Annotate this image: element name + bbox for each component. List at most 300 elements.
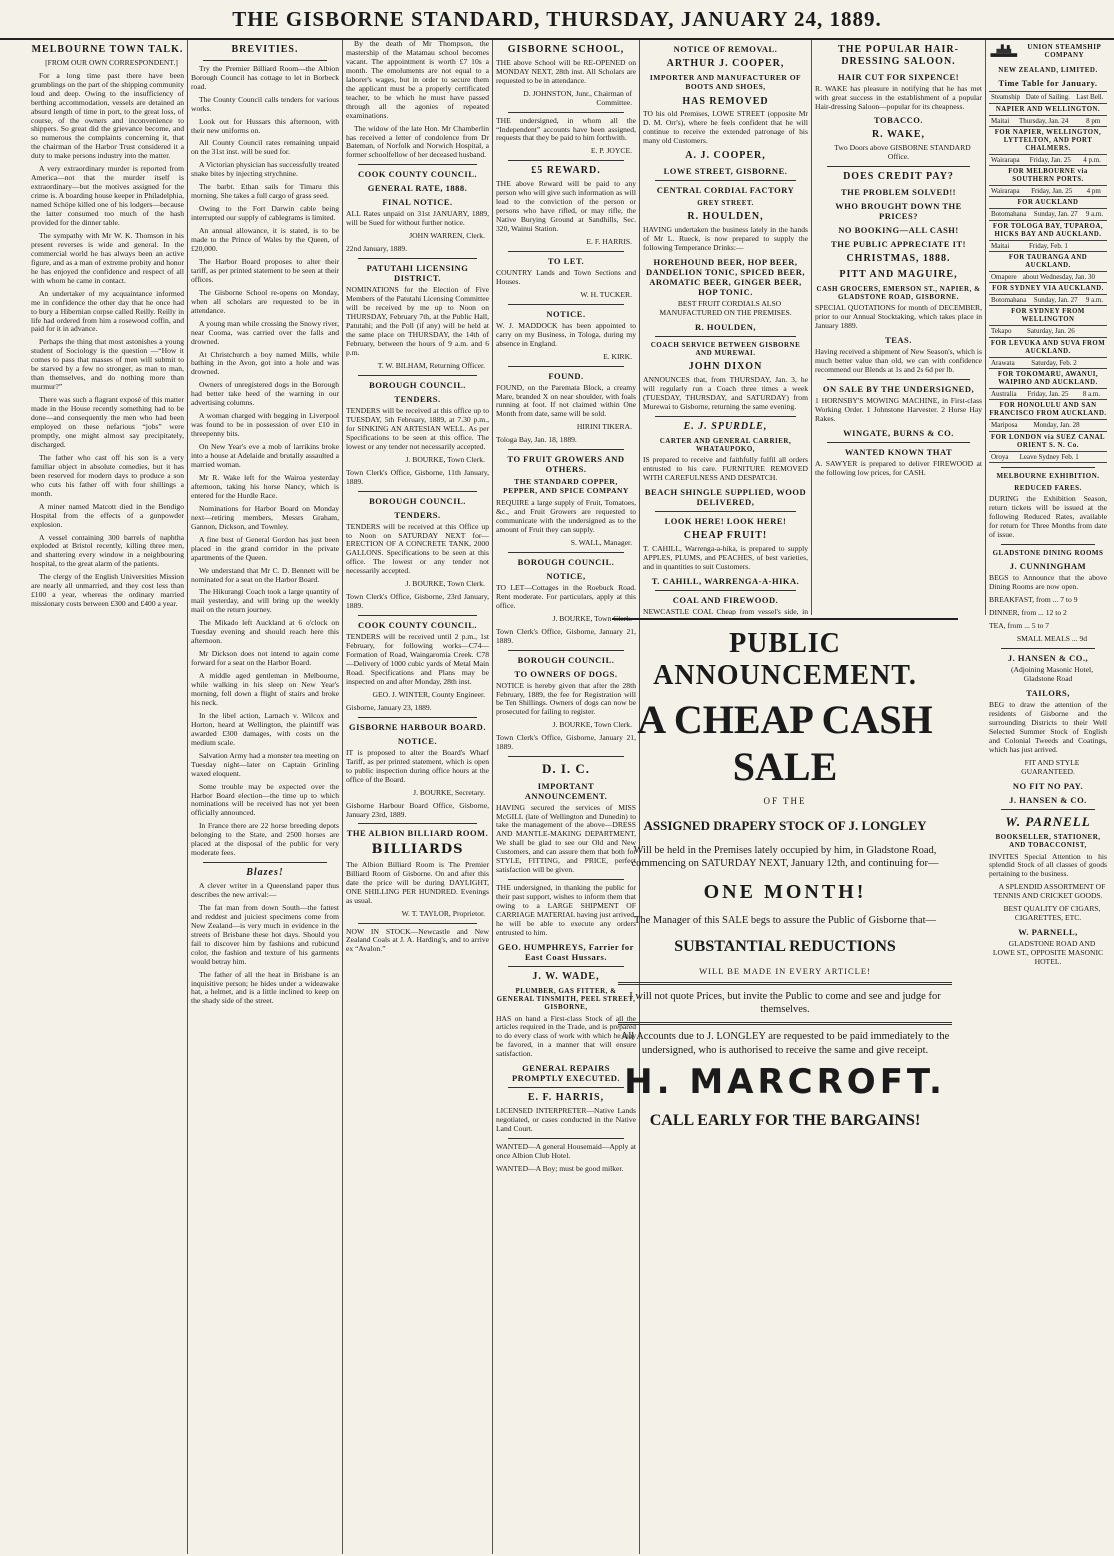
wanted-notice: WANTED—A Boy; must be good milker.	[496, 1163, 624, 1173]
route-entry	[989, 285, 1107, 306]
divider	[827, 379, 970, 380]
borough-date: Town Clerk's Office, Gisborne, January 21, 1889.	[496, 626, 636, 645]
route-name: NAPIER AND WELLINGTON.	[995, 105, 1101, 113]
let-body: COUNTRY Lands and Town Sections and Houses.	[496, 267, 636, 286]
salon-title: THE POPULAR HAIR-DRESSING SALOON.	[838, 44, 959, 67]
divider	[827, 166, 970, 167]
route-list	[989, 106, 1107, 463]
coach-title: COACH SERVICE BETWEEN GISBORNE AND MUREWAI.	[650, 340, 801, 358]
brevity: The Harbor Board proposes to alter their tariff, as per printed statement to be seen at their offices.	[191, 256, 339, 284]
route-entry	[989, 168, 1107, 197]
column-shipping	[986, 40, 1110, 1554]
reward-body: THE above Reward will be paid to any person who will give such information as will lead to the conviction of the person or persons who have rifled, or may rifle, the Native Burying Ground at Sandhills, Sec. 320, Wainui Station.	[496, 179, 636, 233]
borough-title: BOROUGH COUNCIL.	[369, 379, 466, 390]
parnell-signature: W. PARNELL,	[1018, 927, 1078, 938]
melbourne-para: The clergy of the English Universities Mission are nearly all unmarried, and they cost less than £100 a year, whereas the ordinary married missionary costs between £300 and £400 a year.	[31, 572, 184, 609]
meal-time: BREAKFAST, from ... 7 to 9	[989, 595, 1078, 605]
borough-signature: J. BOURKE, Town Clerk.	[405, 454, 485, 464]
let-signature: W. H. TUCKER.	[580, 289, 632, 299]
parnell-tennis: A SPLENDID ASSORTMENT OF TENNIS AND CRICKET GOODS.	[993, 882, 1106, 901]
steamship-icon	[989, 40, 1019, 62]
timetable-header-row	[989, 92, 1107, 103]
announcement-manager: The Manager of this SALE begs to assure the Public of Gisborne that—	[633, 914, 937, 926]
dic-subtitle: IMPORTANT ANNOUNCEMENT.	[524, 780, 608, 801]
brevity: Look out for Hussars this afternoon, with their new uniforms on.	[191, 116, 339, 135]
last-bell: 8 a.m.	[1081, 389, 1107, 400]
small-meals: SMALL MEALS ... 9d	[1016, 634, 1088, 644]
coal-stock-notice: NOW IN STOCK—Newcastle and New Zealand Coals at J. A. Harding's, and to arrive ex “Avalon.”	[346, 926, 489, 954]
exhibition-body: DURING the Exhibition Season, return tickets will be issued at the following Reduced Rates, available for return for Three Months from date of issue.	[989, 494, 1107, 540]
divider	[508, 449, 624, 450]
route-entry	[989, 129, 1107, 166]
announcement-quote: I will not quote Prices, but invite the Public to come and see and judge for themselves.	[629, 990, 941, 1016]
ship-name: Wairarapa	[989, 154, 1028, 165]
divider	[358, 491, 477, 492]
joyce-signature: E. P. JOYCE.	[590, 146, 632, 156]
divider	[358, 615, 477, 616]
ship-name: Oroya	[989, 451, 1018, 462]
route-row	[989, 388, 1107, 400]
tobacco-heading: TOBACCO.	[874, 115, 923, 126]
announcement-call: CALL EARLY FOR THE BARGAINS!	[649, 1112, 921, 1130]
sailing-date: Friday, Feb. 1	[1027, 240, 1100, 251]
parnell-subtitle: BOOKSELLER, STATIONER, AND TOBACCONIST,	[995, 833, 1101, 850]
fruit-signature: S. WALL, Manager.	[570, 537, 632, 547]
sailing-date: Sunday, Jan. 27	[1032, 209, 1084, 220]
wingate-signature: WINGATE, BURNS & CO.	[843, 427, 954, 438]
school-body: THE above School will be RE-OPENED on MONDAY NEXT, 28th inst. All Scholars are requested to be in attendance.	[496, 57, 636, 85]
borough-body: TO LET—Cottages in the Roebuck Road. Rent moderate. For particulars, apply at this office.	[496, 582, 636, 610]
divider	[358, 717, 477, 718]
melbourne-para: Perhaps the thing that most astonishes a young student of Sociology is the question —“How it comes to pass that masses of men will submit to be starved by a few no stronger, as man to man, than themselves, and do nothing more than murmur?”	[31, 337, 184, 392]
divider	[655, 511, 796, 512]
announcement-accounts: All Accounts due to J. LONGLEY are requested to be paid immediately to the undersigned, who is authorised to receive the same and give receipt.	[620, 1030, 950, 1056]
cook-council-date: 22nd January, 1889.	[346, 244, 408, 254]
column-business-a	[640, 40, 812, 615]
last-bell: 4 pm	[1085, 186, 1107, 197]
news-para: The widow of the late Hon. Mr Chamberlin has received a letter of condolence from Dr Bateman, of Norfolk and Norwich Hospital, a former schoolfellow of her deceased husband.	[346, 123, 489, 160]
notice-title: NOTICE.	[546, 308, 586, 319]
humphreys-body: THE undersigned, in thanking the public for their past support, wishes to inform them that owing to a LARGE SHIPMENT OF CARRIAGE MATERIAL having just arrived, he will be able to execute any orders entrusted to him.	[496, 883, 636, 937]
masthead-title: THE GISBORNE STANDARD, THURSDAY, JANUARY 24, 1889.	[232, 6, 882, 31]
route-entry	[989, 199, 1107, 220]
borough-title: BOROUGH COUNCIL.	[369, 495, 466, 506]
beach-shingle: BEACH SHINGLE SUPPLIED, WOOD DELIVERED,	[644, 487, 807, 508]
melbourne-title: MELBOURNE TOWN TALK.	[31, 44, 184, 55]
route-row	[989, 271, 1107, 283]
wake-address: Two Doors above GISBORNE STANDARD Office.	[834, 143, 971, 162]
brevity: The Hikurangi Coach took a large quantity of mail yesterday, and will bring up the weekly mail on the return journey.	[191, 587, 339, 615]
blazes-para: A clever writer in a Queensland paper thus describes the new arrival:—	[191, 880, 339, 899]
cook-council-body: ALL Rates unpaid on 31st JANUARY, 1889, will be Sued for without further notice.	[346, 209, 489, 228]
announcement-signer: H. MARCROFT.	[624, 1062, 946, 1103]
dixon-body: ANNOUNCES that, from THURSDAY, Jan. 3, he will regularly run a Coach three times a week (TUESDAY, THURSDAY, and SATURDAY) from Murewai to Gisborne, returning the same evening.	[643, 375, 808, 411]
humphreys-signature: GEO. HUMPHREYS, Farrier for East Coast Hussars.	[498, 941, 634, 962]
last-bell: 4 p.m.	[1081, 154, 1107, 165]
last-bell: 9 a.m.	[1084, 295, 1107, 306]
brevity: A middle aged gentleman in Melbourne, while walking in his sleep on New Year's morning, fell down a flight of stairs and broke his neck.	[191, 671, 339, 707]
route-row	[989, 451, 1107, 463]
route-row	[989, 115, 1107, 127]
route-entry	[989, 308, 1107, 337]
cahill-body: T. CAHILL, Warrenga-a-hika, is prepared to supply APPLES, PLUMS, and PEACHES, of best varieties, and in quantities to suit Customers.	[643, 543, 808, 571]
route-entry	[989, 434, 1107, 463]
harbour-board-subtitle: NOTICE.	[397, 735, 438, 746]
sailing-date: Leave Sydney Feb. 1	[1018, 451, 1102, 462]
divider	[1001, 809, 1095, 810]
timetable	[989, 91, 1107, 103]
blazes-para: The father of all the heat in Brisbane is an inquisitive person; he hides under a wideawake hat, a helmet, and is a little inclined to keep on the shady side of the street.	[191, 969, 339, 1006]
albion-signature: W. T. TAYLOR, Proprietor.	[401, 908, 485, 918]
hansen-subtitle: (Adjoining Masonic Hotel, Gladstone Road	[1010, 665, 1094, 684]
sailing-date: Monday, Jan. 28	[1031, 420, 1101, 431]
melbourne-para: A very extraordinary murder is reported from America—not that the murder itself is extraordinary—but the motives assigned for the crime is. A boarding house keeper in Philadelphia, named Schöpe killed one of his lodgers—because the latter consumed too much of the hash provided for the dinner table.	[31, 164, 184, 227]
divider	[655, 336, 796, 337]
borough-subtitle: NOTICE,	[546, 570, 586, 581]
borough-date: Town Clerk's Office, Gisborne, 11th January, 1889.	[346, 467, 489, 486]
blazes-para: The fat man from down South—the fattest and reddest and juiciest specimens come from New Zealand—is very much in evidence in the streets of Brisbane these hot days. Should you fail to discover him by fashions and rubicund color, the fashion and texture of his garments would betray him.	[191, 902, 339, 966]
last-bell: 9 a.m.	[1084, 209, 1107, 220]
pitt-title: PITT AND MAGUIRE,	[839, 268, 958, 280]
albion-title: THE ALBION BILLIARD ROOM.	[346, 828, 489, 839]
harbour-board-date: Gisborne Harbour Board Office, Gisborne, January 23rd, 1889.	[346, 800, 489, 819]
announcement-headline: A CHEAP CASH SALE	[637, 697, 933, 789]
company-subtitle: NEW ZEALAND, LIMITED.	[998, 66, 1098, 74]
divider	[203, 862, 327, 863]
spurdle-body: IS prepared to receive and faithfully fulfil all orders entrusted to his care. FURNITURE REMOVED WITH CAREFULNESS AND DESPATCH.	[643, 455, 808, 483]
last-bell: 8 pm	[1084, 115, 1107, 126]
divider	[508, 366, 624, 367]
salon-body: R. WAKE has pleasure in notifying that he has met with great success in the establishment of a popular Hair-dressing Saloon—popular for its cheapness.	[815, 83, 982, 111]
dining-title: GLADSTONE DINING ROOMS	[992, 549, 1104, 558]
brevity: All County Council rates remaining unpaid on the 31st inst. will be sued for.	[191, 138, 339, 157]
divider	[508, 251, 624, 252]
spurdle-title: E. J. SPURDLE,	[683, 420, 768, 432]
timetable-header: Last Bell.	[1074, 92, 1107, 103]
brevity: A fine bust of General Gordon has just been placed in the grand corridor in the private apartments of the Queen.	[191, 534, 339, 562]
divider	[358, 823, 477, 824]
cordial-title: CENTRAL CORDIAL FACTORY	[656, 184, 795, 195]
houlden-signature: R. HOULDEN,	[695, 321, 756, 332]
look-here: LOOK HERE! LOOK HERE!	[664, 516, 787, 527]
route-row	[989, 357, 1107, 369]
borough-subtitle: TO OWNERS OF DOGS.	[514, 668, 618, 679]
wanted-notice: WANTED—A general Housemaid—Apply at once Albion Club Hotel.	[496, 1141, 636, 1160]
last-bell	[1101, 357, 1107, 368]
hansen-signature: J. HANSEN & CO.	[1009, 794, 1087, 805]
coal-title: COAL AND FIREWOOD.	[672, 594, 779, 605]
exhibition-subtitle: REDUCED FARES.	[1014, 484, 1082, 493]
melbourne-para: The father who cast off his son is a very familiar object in absolute comedies, but it has been reserved for modern days to produce a son who cuts his father off with four shillings a month.	[31, 452, 184, 498]
teas-heading: TEAS.	[885, 335, 912, 346]
brevity: Some trouble may be expected over the Harbor Board election—the time up to which nominations will be received has not yet been officially announced.	[191, 781, 339, 818]
column-brevities	[188, 40, 343, 1554]
route-row	[989, 154, 1107, 166]
dixon-title: JOHN DIXON	[688, 361, 763, 373]
no-fit-no-pay: NO FIT NO PAY.	[1012, 780, 1084, 791]
ship-name: Botomahana	[989, 295, 1032, 306]
announcement-will: WILL BE MADE IN EVERY ARTICLE!	[699, 965, 871, 976]
divider	[508, 304, 624, 305]
divider	[1001, 648, 1095, 649]
albion-banner: BILLIARDS	[371, 842, 464, 858]
divider	[618, 982, 952, 985]
divider	[618, 1022, 952, 1025]
public-announcement	[612, 618, 958, 1554]
ship-name: Arawata	[989, 357, 1029, 368]
route-entry	[989, 254, 1107, 283]
parnell-address: GLADSTONE ROAD AND LOWE ST., OPPOSITE MASONIC HOTEL.	[992, 939, 1104, 967]
cheap-fruit: CHEAP FRUIT!	[683, 530, 768, 542]
hansen-title: J. HANSEN & CO.,	[1007, 653, 1089, 664]
divider	[508, 879, 624, 880]
credit-line: WHO BROUGHT DOWN THE PRICES?	[835, 201, 962, 222]
column-melbourne	[28, 40, 188, 1554]
melbourne-byline: [FROM OUR OWN CORRESPONDENT.]	[45, 57, 178, 67]
news-para: By the death of Mr Thompson, the mastership of the Matamau school becomes vacant. The appointment is worth £7 10s a month. The emoluments are not equal to a laborer's wages, but in order to secure them the applicant must be a properly certificated teacher, to be which he must have passed through all the agonies of repeated examinations.	[346, 40, 489, 120]
brevity: We understand that Mr C. D. Bennett will be nominated for a seat on the Harbor Board.	[191, 565, 339, 584]
route-name: FOR LEVUKA AND SUVA FROM AUCKLAND.	[990, 339, 1106, 355]
found-body: FOUND, on the Paremata Block, a creamy Mare, branded X on near shoulder, with foals running at foot. If not claimed within One Month from date, same will be sold.	[496, 382, 636, 419]
column-notices-a	[343, 40, 493, 1554]
route-name: FOR HONOLULU AND SAN FRANCISCO FROM AUCKLAND.	[989, 402, 1107, 418]
sale-body: 1 HORNSBY'S MOWING MACHINE, in First-class Working Order. 1 Johnstone Harvester. 2 Horse Hay Rakes.	[815, 395, 982, 423]
dic-title: D. I. C.	[541, 761, 591, 777]
brevity: The Gisborne School re-opens on Monday, when all scholars are requested to be in attendance.	[191, 287, 339, 315]
brevity: Nominations for Harbor Board on Monday next—retiring members, Messrs Graham, Gannon, Dickson, and Townley.	[191, 503, 339, 531]
meal-time: DINNER, from ... 12 to 2	[989, 608, 1067, 618]
divider	[1001, 467, 1095, 468]
sailing-date: Thursday, Jan. 24	[1017, 115, 1084, 126]
announcement-stock: ASSIGNED DRAPERY STOCK OF J. LONGLEY	[643, 817, 927, 833]
route-name: FOR TAURANGA AND AUCKLAND.	[1008, 253, 1088, 269]
ship-name: Omapere	[989, 271, 1021, 282]
route-row	[989, 419, 1107, 431]
column-business-b	[812, 40, 986, 615]
borough-subtitle: TENDERS.	[394, 393, 441, 404]
last-bell	[1102, 451, 1107, 462]
ship-name: Australia	[989, 389, 1025, 400]
wake-signature: R. WAKE,	[871, 129, 926, 141]
brevity: Mr Dickson does not intend to again come forward for a seat on the Harbor Board.	[191, 649, 339, 668]
borough-title: BOROUGH COUNCIL.	[517, 556, 615, 567]
melbourne-para: The sympathy with Mr W. K. Thomson in his present reverses is wide and general. In the commercial world he has always been an active figure, and as a man of extreme probity and honor he has enjoyed the confidence and respect of all with whom he came in contact.	[31, 230, 184, 285]
cook-council-title: COOK COUNTY COUNCIL.	[357, 169, 477, 180]
borough-title: BOROUGH COUNCIL.	[517, 654, 615, 665]
divider	[358, 258, 477, 259]
divider	[358, 923, 477, 924]
cook-council-notice: FINAL NOTICE.	[382, 197, 453, 208]
parnell-title: W. PARNELL	[1005, 813, 1091, 829]
cook-council-title: COOK COUNTY COUNCIL.	[357, 620, 477, 631]
divider	[508, 112, 624, 113]
announcement-reductions: SUBSTANTIAL REDUCTIONS	[674, 937, 896, 955]
brevity: On New Year's eve a mob of larrikins broke into a house at Adelaide and brutally assaulted a married woman.	[191, 442, 339, 470]
divider	[508, 1138, 624, 1139]
ship-header	[989, 40, 1107, 62]
route-name: FOR MELBOURNE via SOUTHERN PORTS.	[1008, 168, 1088, 184]
notice-body: W. J. MADDOCK has been appointed to carry on my Business, in Tologa, during my absence in England.	[496, 320, 636, 348]
parnell-body: INVITES Special Attention to his splendid Stock of all classes of goods pertaining to the business.	[989, 851, 1107, 879]
borough-body: TENDERS will be received at this Office up to Noon on SATURDAY NEXT for—ERECTION OF A CONCRETE TANK, 2000 GALLONS. Specifications to be seen at this office. The lowest or any tender not necessarily accepted.	[346, 521, 489, 576]
borough-body: TENDERS will be received at this office up to TUESDAY, 5th February, 1889, at 7.30 p.m., for SINKING AN ARTESIAN WELL. As per Specifications to be seen at this office. The lowest or any tender not necessarily accepted.	[346, 405, 489, 451]
cunningham-title: J. CUNNINGHAM	[1009, 561, 1087, 572]
cook-council-date: Gisborne, January 23, 1889.	[346, 702, 432, 712]
route-name: FOR AUCKLAND	[1017, 199, 1079, 207]
divider	[655, 180, 796, 181]
route-name: FOR SYDNEY VIA AUCKLAND.	[992, 285, 1104, 293]
notice-signature: E. KIRK.	[603, 351, 632, 361]
salon-subtitle: HAIR CUT FOR SIXPENCE!	[837, 71, 960, 82]
melbourne-para: A vessel containing 300 barrels of naphtha exploded at Bristol recently, killing three men, and shattering every window in a neighbouring hospital, to the great alarm of the patients.	[31, 532, 184, 569]
credit-line: THE PUBLIC APPRECIATE IT!	[831, 239, 966, 250]
divider	[358, 164, 477, 165]
ship-name: Maitai	[989, 240, 1027, 251]
fruit-body: REQUIRE a large supply of Fruit, Tomatoes, &c., and Fruit Growers are requested to communicate with the undersigned as to the amount of Fruit they can supply.	[496, 498, 636, 534]
joyce-body: THE undersigned, in whom all the “Independent” accounts have been assigned, requests that they be paid to him forthwith.	[496, 115, 636, 143]
cooper-body: TO his old Premises, LOWE STREET (opposite Mr D. M. Orr's), where he feels confident that he will continue to receive the extended patronage of his many old Customers.	[643, 109, 808, 146]
route-entry	[989, 340, 1107, 369]
company-title: UNION STEAMSHIP COMPANY	[1027, 42, 1102, 59]
pitt-subtitle: CASH GROCERS, EMERSON ST., NAPIER, & GLADSTONE ROAD, GISBORNE.	[816, 284, 981, 301]
divider	[508, 552, 624, 553]
borough-date: Town Clerk's Office, Gisborne, January 21, 1889.	[496, 733, 636, 752]
sawyer-body: A. SAWYER is prepared to deliver FIREWOOD at the following low prices, for CASH.	[815, 458, 982, 477]
ship-name: Maitai	[989, 115, 1017, 126]
cook-council-subtitle: GENERAL RATE, 1888.	[367, 183, 468, 194]
borough-signature: J. BOURKE, Town Clerk.	[552, 613, 632, 623]
route-row	[989, 208, 1107, 220]
sailing-date: Sunday, Jan. 27	[1032, 295, 1084, 306]
divider	[508, 966, 624, 967]
houlden-title: R. HOULDEN,	[687, 211, 764, 223]
divider	[1001, 544, 1095, 545]
fruit-title: TO FRUIT GROWERS AND OTHERS.	[507, 454, 625, 475]
masthead	[0, 0, 1114, 40]
harris-title: E. F. HARRIS,	[527, 1092, 605, 1104]
cooper-signature: A. J. COOPER,	[685, 150, 766, 162]
divider	[508, 1087, 624, 1088]
announcement-month: ONE MONTH!	[703, 880, 867, 903]
found-signature: HIRINI TIKERA.	[576, 422, 632, 432]
credit-line: THE PROBLEM SOLVED!!	[840, 186, 956, 197]
spurdle-subtitle: CARTER AND GENERAL CARRIER, WHATAUPOKO,	[659, 436, 792, 453]
route-name: FOR TOKOMARU, AWANUI, WAIPIRO AND AUCKLAND.	[997, 371, 1099, 387]
harris-body: LICENSED INTERPRETER—Native Lands negotiated, or cases conducted in the Native Land Court.	[496, 1106, 636, 1133]
cahill-signature: T. CAHILL, WARRENGA-A-HIKA.	[651, 575, 800, 586]
found-date: Tologa Bay, Jan. 18, 1889.	[496, 435, 577, 445]
reward-title: £5 REWARD.	[531, 165, 601, 177]
divider	[655, 416, 796, 417]
route-entry	[989, 371, 1107, 400]
teas-body: Having received a shipment of New Season's, which is much better value than old, we can with confidence recommend our Blends at 1s and 2s 6d per lb.	[815, 347, 982, 374]
melbourne-para: A miner named Matcott died in the Bendigo Hospital from the effects of a gunpowder explosion.	[31, 501, 184, 529]
patutahi-signature: T. W. BILHAM, Returning Officer.	[377, 360, 485, 370]
brevity: An annual allowance, it is stated, is to be made to the Prince of Wales by the Queen, of £20,000.	[191, 226, 339, 253]
announcement-of: OF THE	[763, 796, 807, 806]
houlden-footer: BEST FRUIT CORDIALS ALSO MANUFACTURED ON THE PREMISES.	[659, 298, 792, 317]
dic-body: HAVING secured the services of MISS McGILL (late of Wellington and Dunedin) to take the management of the above—DRESS AND MANTLE-MAKING DEPARTMENT, We shall be glad to see our Old and New Customers, and can assure them that both for STYLE, FITTING, and PRICE, perfect satisfaction will be given.	[496, 802, 636, 875]
melbourne-para: An undertaker of my acquaintance informed me in confidence the other day that he once had to bury a Hibernian corpse called Reilly. Reilly in life had ordered from him a rosewood coffin, and paid for it in advance.	[31, 288, 184, 334]
found-title: FOUND.	[548, 370, 584, 381]
brevity: Salvation Army had a monster tea meeting on Tuesday night—later on Captain Grinling waxed eloquent.	[191, 750, 339, 778]
borough-signature: J. BOURKE, Town Clerk.	[405, 579, 485, 589]
albion-body: The Albion Billiard Room is The Premier Billiard Room of Gisborne. On and after this date the price will be during DAYLIGHT, ONE SHILLING PER HUNDRED. Evenings as usual.	[346, 859, 489, 905]
route-row	[989, 294, 1107, 306]
fit-line: FIT AND STYLE GUARANTEED.	[1021, 757, 1080, 776]
divider	[655, 590, 796, 591]
cordial-subtitle: GREY STREET.	[697, 198, 754, 207]
sawyer-title: WANTED KNOWN THAT	[844, 446, 953, 457]
route-row	[989, 185, 1107, 197]
brevity: In France there are 22 horse breeding depots belonging to the State, and 2500 horses are placed at the disposal of the public for very moderate fees.	[191, 821, 339, 858]
cooper-subtitle: IMPORTER AND MANUFACTURER OF BOOTS AND SHOES,	[649, 72, 802, 91]
brevity: Owners of unregistered dogs in the Borough had better take heed of the warning in our advertising columns.	[191, 380, 339, 408]
blazes-title: Blazes!	[246, 867, 284, 879]
melbourne-para: For a long time past there have been grumblings on the part of the shipping community loud and deep. Owing to the insufficiency of berthing accommodation, vessels are detained an absurd length of time in port, to the great loss, of course, of the owners and inconvenience to shippers. So great did the grievance become, and so numerous the complaints concerning it, that the chairman of the Harbor Trust considered it a duty to make persons industry into the matter.	[31, 70, 184, 161]
route-name: FOR LONDON via SUEZ CANAL ORIENT S. N. Co.	[990, 433, 1106, 449]
patutahi-body: NOMINATIONS for the Election of Five Members of the Patutahi Licensing Committee will be received by me up to Noon on THURSDAY, February 7th, at the Public Hall, Patutahi; and the Poll (if any) will be held at the same place on THURSDAY, the 14th of February, between the hours of 9 a.m. and 6 p.m.	[346, 285, 489, 357]
harbour-board-body: IT is proposed to alter the Board's Wharf Tariff, as per printed statement, which is open to public inspection during office hours at the office of the Board.	[346, 747, 489, 784]
removal-title: NOTICE OF REMOVAL.	[673, 44, 778, 54]
divider	[203, 60, 327, 61]
cook-council-body: TENDERS will be received until 2 p.m., 1st February, for following works—C74—Formation of Road, Waingaromia Creek. C78—Delivery of 1000 cubic yards of Metal Main Road. Specifications and Plans may be inspected on and after Monday, 28th inst.	[346, 632, 489, 686]
pitt-body: SPECIAL QUOTATIONS for month of DECEMBER, prior to our Annual Stocktaking, which takes place in January 1889.	[815, 303, 982, 331]
fruit-subtitle: THE STANDARD COPPER, PEPPER, AND SPICE COMPANY	[503, 477, 629, 496]
harbour-board-signature: J. BOURKE, Secretary.	[413, 787, 485, 797]
brevity: A Victorian physician has successfully treated snake bites by injecting strychnine.	[191, 160, 339, 179]
cunningham-body: BEGS to Announce that the above Dining Rooms are now open.	[989, 573, 1107, 592]
coal-body: NEWCASTLE COAL Cheap from vessel's side, in	[643, 606, 808, 615]
sailing-date: about Wednesday, Jan. 30	[1021, 271, 1103, 282]
wade-title: J. W. WADE,	[532, 970, 600, 982]
school-signature: D. JOHNSTON, Junr., Chairman of Committee.	[523, 88, 632, 107]
last-bell	[1103, 271, 1107, 282]
tailors-heading: TAILORS,	[1026, 688, 1070, 699]
brevity: A woman charged with begging in Liverpool was found to be in possession of over £10 in threepenny bits.	[191, 411, 339, 439]
divider	[508, 756, 624, 757]
ship-name: Tekapo	[989, 326, 1025, 337]
brevity: Mr R. Wake left for the Wairoa yesterday afternoon, taking his horse Nancy, which is entered for the Hurdle Race.	[191, 472, 339, 500]
route-entry	[989, 223, 1107, 252]
timetable-header: Date of Sailing.	[1024, 92, 1074, 103]
brevity: Owing to the Fort Darwin cable being interrupted our supply of cablegrams is limited.	[191, 204, 339, 223]
columns	[28, 40, 1110, 1554]
sailing-date: Friday, Jan. 25	[1029, 186, 1085, 197]
brevity: Try the Premier Billiard Room—the Albion Borough Council has cottage to let in Borbeck road.	[191, 63, 339, 91]
brevity: At Christchurch a boy named Mills, while bathing in the Avon, got into a hole and was drowned.	[191, 349, 339, 377]
route-entry	[989, 106, 1107, 127]
wade-footer: GENERAL REPAIRS PROMPTLY EXECUTED.	[511, 1063, 621, 1084]
route-entry	[989, 402, 1107, 431]
credit-title: DOES CREDIT PAY?	[843, 171, 954, 183]
harbour-board-title: GISBORNE HARBOUR BOARD.	[349, 721, 486, 732]
route-row	[989, 240, 1107, 252]
borough-signature: J. BOURKE, Town Clerk.	[552, 720, 632, 730]
wade-subtitle: PLUMBER, GAS FITTER, & GENERAL TINSMITH, PEEL STREET, GISBORNE,	[496, 986, 636, 1012]
borough-date: Town Clerk's Office, Gisborne, 23rd January, 1889.	[346, 592, 489, 611]
timetable-header: Steamship	[989, 92, 1024, 103]
route-name: FOR SYDNEY FROM WELLINGTON	[1011, 308, 1085, 324]
borough-subtitle: TENDERS.	[394, 509, 441, 520]
divider	[508, 650, 624, 651]
patutahi-title: PATUTAHI LICENSING DISTRICT.	[366, 263, 469, 284]
announcement-title: PUBLIC ANNOUNCEMENT.	[653, 628, 917, 691]
cooper-headline: HAS REMOVED	[682, 95, 769, 107]
school-title: GISBORNE SCHOOL,	[507, 44, 625, 55]
cook-council-signature: JOHN WARREN, Clerk.	[409, 231, 485, 241]
last-bell	[1101, 326, 1107, 337]
